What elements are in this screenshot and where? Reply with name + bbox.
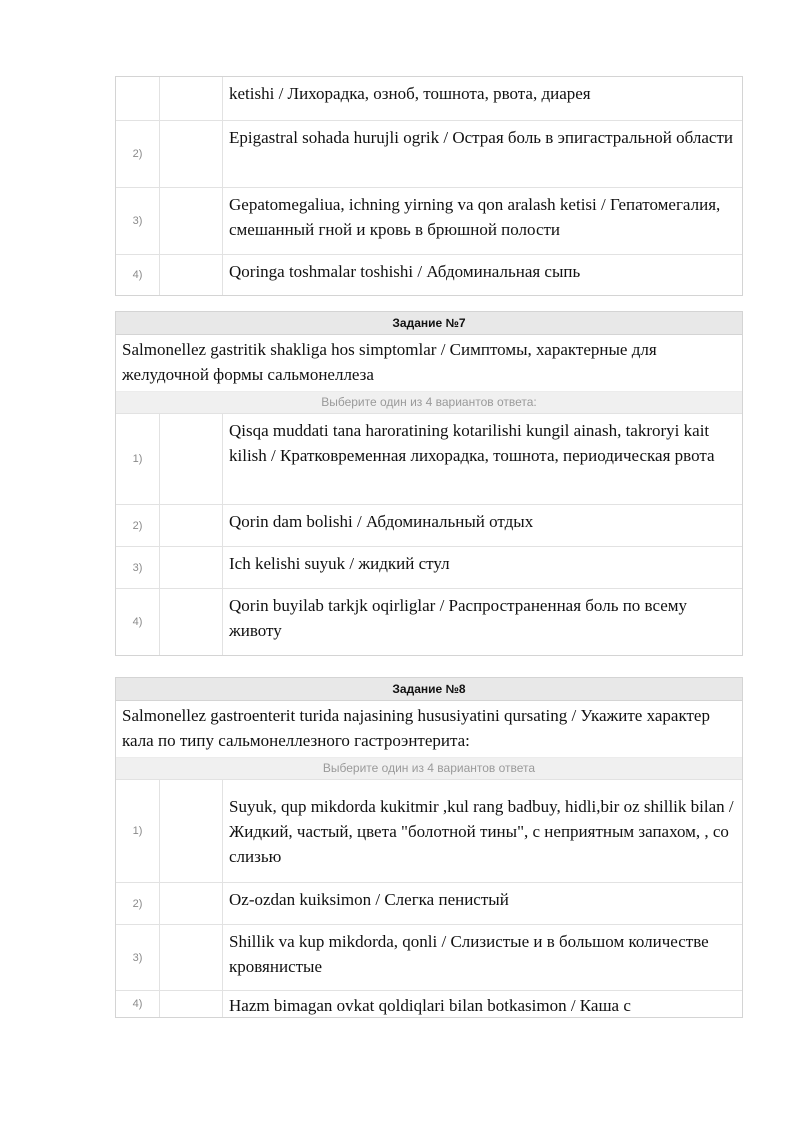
answer-checkbox-cell[interactable] <box>160 883 223 924</box>
answer-checkbox-cell[interactable] <box>160 414 223 504</box>
answer-checkbox-cell[interactable] <box>160 188 223 254</box>
task-title: Задание №7 <box>116 312 742 335</box>
answer-text: Qorin buyilab tarkjk oqirliglar / Распространенная боль по всему животу <box>229 596 688 640</box>
answer-number: 2) <box>116 883 160 924</box>
answer-checkbox-cell[interactable] <box>160 925 223 990</box>
answer-row <box>116 254 742 295</box>
answer-text: Suyuk, qup mikdorda kukitmir ,kul rang badbuy, hidli,bir oz shillik bilan / Жидкий, частый, цвета "болотной тины", с неприятным запахом, , со слизью <box>229 797 734 866</box>
answer-number: 4) <box>116 589 160 655</box>
answer-checkbox-cell[interactable] <box>160 780 223 882</box>
answer-checkbox-cell[interactable] <box>160 505 223 546</box>
task-question: Salmonellez gastroenterit turida najasining hususiyatini qursating / Укажите характер кала по типу сальмонеллезного гастроэнтерита: <box>122 706 710 750</box>
answer-row <box>116 120 742 187</box>
answer-number: 3) <box>116 188 160 254</box>
task-instruction: Выберите один из 4 вариантов ответа: <box>116 391 742 413</box>
answers-table-task6 <box>115 76 743 296</box>
answer-row <box>116 882 742 924</box>
answer-text: Epigastral sohada hurujli ogrik / Острая боль в эпигастральной области <box>229 128 733 147</box>
answer-number: 4) <box>116 255 160 295</box>
task-8-block <box>115 677 743 1018</box>
answer-checkbox-cell[interactable] <box>160 121 223 187</box>
answer-checkbox-cell[interactable] <box>160 77 223 120</box>
task-question: Salmonellez gastritik shakliga hos simptomlar / Симптомы, характерные для желудочной формы сальмонеллеза <box>122 340 657 384</box>
answer-row <box>116 504 742 546</box>
answer-text: Qisqa muddati tana haroratining kotarilishi kungil ainash, takroryi kait kilish / Кратковременная лихорадка, тошнота, периодическая рвота <box>229 421 715 465</box>
answer-checkbox-cell[interactable] <box>160 255 223 295</box>
answer-text: Hazm bimagan ovkat qoldiqlari bilan botkasimon / Каша с <box>229 996 631 1015</box>
answer-text: Gepatomegaliua, ichning yirning va qon aralash ketisi / Гепатомегалия, смешанный гной и кровь в брюшной полости <box>229 195 721 239</box>
answer-number <box>116 77 160 120</box>
answer-row <box>116 77 742 120</box>
answer-checkbox-cell[interactable] <box>160 547 223 588</box>
answer-row <box>116 990 742 1017</box>
answer-row <box>116 924 742 990</box>
answer-row <box>116 546 742 588</box>
answer-row <box>116 187 742 254</box>
answer-number: 2) <box>116 505 160 546</box>
answer-number: 3) <box>116 925 160 990</box>
answer-checkbox-cell[interactable] <box>160 991 223 1017</box>
answer-row <box>116 779 742 882</box>
answer-checkbox-cell[interactable] <box>160 589 223 655</box>
answer-number: 4) <box>116 991 160 1017</box>
answer-text: Qorin dam bolishi / Абдоминальный отдых <box>229 512 534 531</box>
answer-text: Oz-ozdan kuiksimon / Слегка пенистый <box>229 890 509 909</box>
answer-text: Ich kelishi suyuk / жидкий стул <box>229 554 450 573</box>
answer-number: 1) <box>116 414 160 504</box>
task-title: Задание №8 <box>116 678 742 701</box>
answer-text: Shillik va kup mikdorda, qonli / Слизистые и в большом количестве кровянистые <box>229 932 709 976</box>
answer-number: 3) <box>116 547 160 588</box>
answer-text: Qoringa toshmalar toshishi / Абдоминальная сыпь <box>229 262 581 281</box>
answer-row <box>116 588 742 655</box>
task-7-block <box>115 311 743 656</box>
answer-text: ketishi / Лихорадка, озноб, тошнота, рвота, диарея <box>229 84 591 103</box>
answer-number: 2) <box>116 121 160 187</box>
answer-row <box>116 413 742 504</box>
answer-number: 1) <box>116 780 160 882</box>
task-instruction: Выберите один из 4 вариантов ответа <box>116 757 742 779</box>
